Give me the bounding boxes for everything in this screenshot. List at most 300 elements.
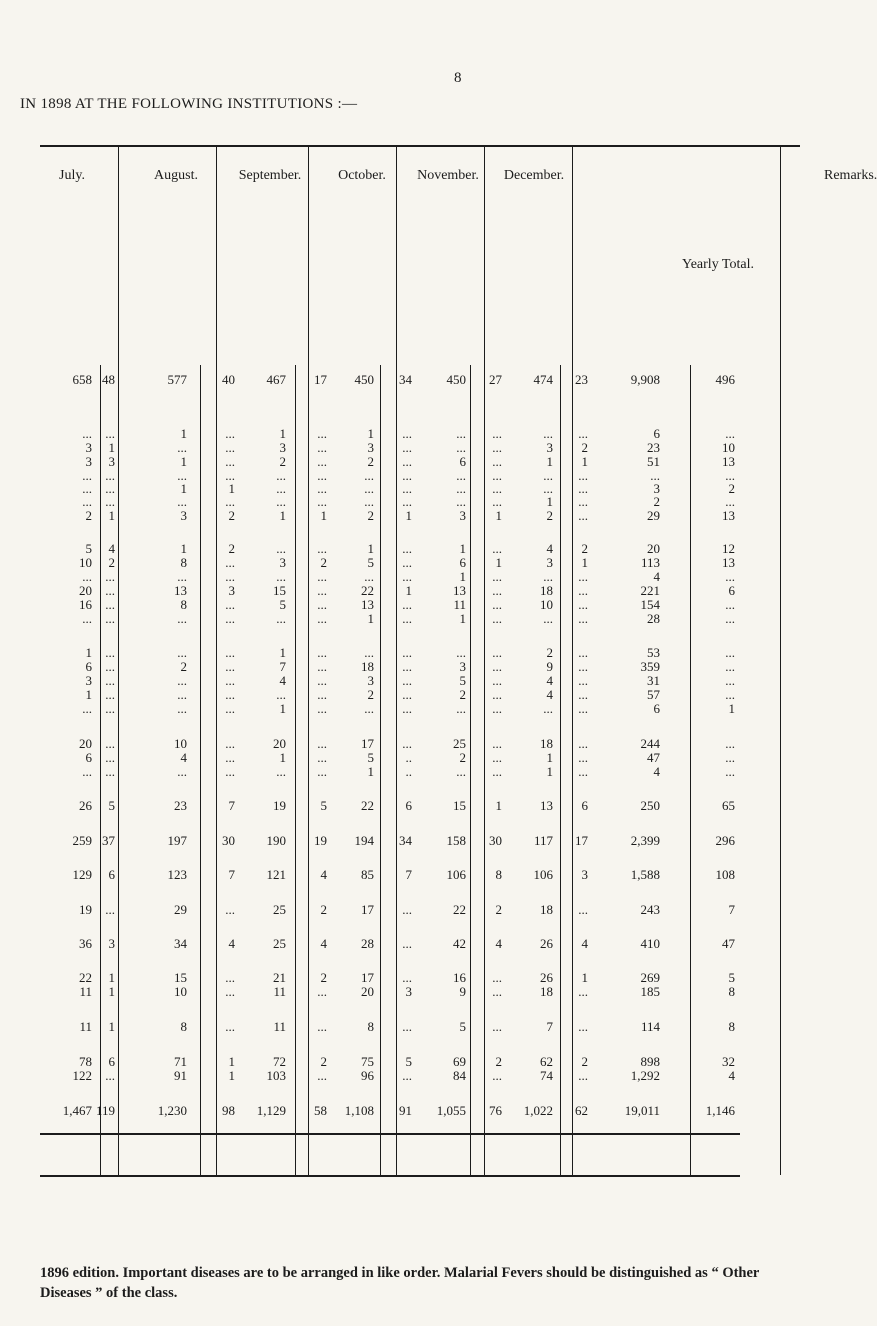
deaths-cell: ... [402,440,412,455]
cases-cell: 19,011 [624,1103,660,1118]
deaths-cell: 48 [102,372,115,387]
cases-cell: 72 [273,1054,286,1069]
cases-cell: 9 [546,659,553,674]
cases-cell: 3 [180,508,187,523]
cases-cell: 114 [640,1019,660,1034]
deaths-cell: 47 [722,936,735,951]
deaths-cell: 30 [489,833,502,848]
cases-cell: 8 [180,597,187,612]
deaths-cell: ... [725,426,735,441]
deaths-cell: ... [492,541,502,556]
cases-cell: ... [364,569,374,584]
deaths-cell: ... [225,984,235,999]
page-number: 8 [454,70,462,86]
month-october-header: October. [338,168,386,183]
cases-cell: 20 [361,984,374,999]
cases-cell: 185 [640,984,660,999]
deaths-cell: ... [402,936,412,951]
cases-cell: ... [177,569,187,584]
deaths-cell: ... [317,687,327,702]
cases-cell: 15 [174,970,187,985]
cases-cell: 898 [640,1054,660,1069]
deaths-cell: ... [225,750,235,765]
cases-cell: 7 [279,659,286,674]
cases-cell: 3 [85,673,92,688]
deaths-cell: ... [578,645,588,660]
deaths-cell: 119 [95,1103,115,1118]
cases-cell: ... [456,645,466,660]
cases-cell: 17 [361,736,374,751]
deaths-cell: ... [492,426,502,441]
deaths-cell: ... [402,611,412,626]
cases-deaths-divider [100,365,101,1175]
deaths-cell: 6 [108,867,115,882]
cases-cell: 1 [180,541,187,556]
deaths-cell: 1 [108,508,115,523]
cases-cell: 103 [266,1068,286,1083]
cases-cell: ... [177,440,187,455]
cases-cell: ... [364,645,374,660]
cases-cell: 467 [266,372,286,387]
cases-cell: 1 [546,750,553,765]
deaths-cell: ... [492,750,502,765]
table-bottom-rule [40,1175,740,1177]
deaths-cell: 65 [722,798,735,813]
deaths-cell: ... [317,494,327,509]
page-heading: IN 1898 AT THE FOLLOWING INSTITUTIONS :— [20,96,358,112]
deaths-cell: ... [578,611,588,626]
deaths-cell: 23 [575,372,588,387]
cases-cell: 26 [540,970,553,985]
deaths-cell: ... [317,541,327,556]
cases-cell: 194 [354,833,374,848]
cases-cell: 1 [546,454,553,469]
cases-cell: 4 [180,750,187,765]
cases-column-header [149,385,169,445]
cases-cell: 2 [459,687,466,702]
deaths-cell: 2 [108,555,115,570]
deaths-cell: ... [578,426,588,441]
deaths-cell: ... [317,984,327,999]
cases-cell: 6 [459,454,466,469]
cases-deaths-divider [560,365,561,1175]
deaths-cell: 2 [581,1054,588,1069]
cases-cell: ... [82,481,92,496]
cases-cell: 7 [546,1019,553,1034]
cases-cell: 23 [174,798,187,813]
cases-cell: 20 [647,541,660,556]
deaths-cell: ... [578,984,588,999]
deaths-cell: ... [402,687,412,702]
deaths-cell: ... [317,440,327,455]
deaths-cell: ... [402,426,412,441]
cases-cell: 8 [180,555,187,570]
cases-cell: ... [543,468,553,483]
deaths-cell: ... [492,440,502,455]
deaths-cell: 1 [320,508,327,523]
cases-cell: 6 [653,426,660,441]
cases-cell: 25 [273,902,286,917]
cases-cell: ... [177,468,187,483]
cases-cell: 1,129 [256,1103,286,1118]
deaths-cell: ... [317,611,327,626]
deaths-cell: ... [225,902,235,917]
deaths-cell: ... [492,673,502,688]
deaths-cell: 2 [728,481,735,496]
cases-cell: 20 [79,583,92,598]
cases-cell: ... [364,494,374,509]
cases-cell: 84 [453,1068,466,1083]
deaths-cell: 3 [108,454,115,469]
cases-cell: 577 [167,372,187,387]
deaths-cell: ... [105,611,115,626]
deaths-cell: ... [492,611,502,626]
remarks-header: Remarks. [824,168,877,183]
cases-cell: ... [276,687,286,702]
cases-cell: 221 [640,583,660,598]
cases-cell: 1 [367,764,374,779]
deaths-cell: 17 [314,372,327,387]
deaths-cell: 34 [399,372,412,387]
cases-cell: 62 [540,1054,553,1069]
deaths-cell: ... [578,764,588,779]
cases-cell: 1 [367,426,374,441]
deaths-column-header [292,385,312,445]
deaths-cell: 1 [108,440,115,455]
cases-cell: 5 [85,541,92,556]
cases-cell: 18 [540,736,553,751]
deaths-cell: ... [105,597,115,612]
cases-cell: 13 [540,798,553,813]
cases-cell: ... [276,569,286,584]
deaths-cell: ... [578,468,588,483]
cases-cell: 18 [540,583,553,598]
deaths-cell: .. [405,750,412,765]
deaths-cell: ... [225,970,235,985]
cases-column-header [621,385,641,445]
cases-cell: 20 [273,736,286,751]
deaths-cell: 13 [722,555,735,570]
deaths-cell: 1 [495,798,502,813]
cases-cell: 3 [85,454,92,469]
cases-cell: 85 [361,867,374,882]
cases-cell: 22 [361,583,374,598]
cases-cell: 19 [79,902,92,917]
deaths-cell: .. [405,764,412,779]
deaths-cell: ... [105,673,115,688]
deaths-cell: ... [225,1019,235,1034]
cases-cell: ... [177,764,187,779]
cases-cell: ... [82,569,92,584]
cases-cell: ... [364,481,374,496]
deaths-cell: 7 [228,867,235,882]
cases-deaths-divider [690,365,691,1175]
deaths-cell: ... [317,1019,327,1034]
cases-cell: 122 [72,1068,92,1083]
cases-cell: ... [364,701,374,716]
deaths-cell: ... [105,687,115,702]
cases-cell: 22 [453,902,466,917]
cases-cell: ... [177,673,187,688]
cases-cell: 2 [367,687,374,702]
deaths-cell: 7 [405,867,412,882]
cases-cell: 42 [453,936,466,951]
cases-cell: ... [177,687,187,702]
deaths-cell: ... [225,687,235,702]
cases-cell: 5 [459,673,466,688]
deaths-cell: ... [725,645,735,660]
deaths-cell: ... [105,902,115,917]
cases-cell: 74 [540,1068,553,1083]
deaths-cell: ... [317,701,327,716]
deaths-cell: ... [725,494,735,509]
cases-cell: 1 [85,645,92,660]
deaths-cell: ... [492,494,502,509]
deaths-cell: ... [492,984,502,999]
cases-cell: 410 [640,936,660,951]
cases-cell: 243 [640,902,660,917]
cases-cell: 29 [174,902,187,917]
deaths-cell: ... [578,902,588,917]
cases-cell: 22 [79,970,92,985]
deaths-cell: 1 [108,970,115,985]
deaths-cell: 2 [320,555,327,570]
cases-cell: 4 [546,687,553,702]
cases-cell: 17 [361,902,374,917]
cases-cell: 13 [361,597,374,612]
cases-cell: 121 [266,867,286,882]
cases-cell: 1,292 [630,1068,660,1083]
cases-column-header [60,385,80,445]
deaths-cell: 3 [228,583,235,598]
cases-cell: 1 [180,426,187,441]
deaths-cell: 62 [575,1103,588,1118]
deaths-cell: ... [317,569,327,584]
deaths-cell: ... [317,673,327,688]
cases-cell: 53 [647,645,660,660]
deaths-cell: ... [317,481,327,496]
deaths-cell: 5 [108,798,115,813]
cases-cell: ... [177,494,187,509]
deaths-cell: 1 [581,454,588,469]
cases-cell: 20 [79,736,92,751]
deaths-column-header [378,385,398,445]
deaths-cell: 3 [581,867,588,882]
cases-cell: 2 [546,645,553,660]
deaths-cell: 2 [495,1054,502,1069]
cases-cell: 3 [367,673,374,688]
cases-column-header [334,385,354,445]
deaths-cell: 1 [108,1019,115,1034]
deaths-cell: ... [105,750,115,765]
deaths-cell: ... [725,597,735,612]
deaths-cell: ... [317,597,327,612]
group-divider [118,145,119,1175]
deaths-cell: 4 [108,541,115,556]
deaths-cell: ... [105,764,115,779]
deaths-cell: ... [317,468,327,483]
cases-cell: 10 [174,736,187,751]
group-divider [780,145,781,1175]
deaths-cell: 1 [495,508,502,523]
cases-cell: 11 [79,1019,92,1034]
deaths-cell: ... [578,583,588,598]
cases-cell: 3 [546,555,553,570]
deaths-cell: ... [578,687,588,702]
deaths-cell: ... [225,569,235,584]
deaths-cell: 12 [722,541,735,556]
cases-cell: 2 [459,750,466,765]
cases-cell: ... [543,611,553,626]
deaths-cell: 1 [405,583,412,598]
deaths-cell: ... [225,673,235,688]
deaths-cell: ... [402,494,412,509]
deaths-cell: 3 [405,984,412,999]
cases-cell: 17 [361,970,374,985]
cases-cell: 106 [533,867,553,882]
footnote: 1896 edition. Important diseases are to be arranged in like order. Malarial Fevers should be distinguished as “ Other Diseases ” of the class. [40,1265,760,1301]
cases-cell: 1 [546,764,553,779]
cases-cell: 154 [640,597,660,612]
cases-cell: 4 [546,541,553,556]
cases-cell: 269 [640,970,660,985]
cases-cell: 16 [79,597,92,612]
cases-cell: 11 [453,597,466,612]
cases-cell: 25 [453,736,466,751]
cases-cell: 91 [174,1068,187,1083]
cases-cell: ... [456,701,466,716]
cases-cell: ... [276,764,286,779]
deaths-cell: ... [105,569,115,584]
deaths-cell: 98 [222,1103,235,1118]
cases-cell: ... [543,701,553,716]
deaths-cell: 1 [228,1054,235,1069]
cases-cell: 9 [459,984,466,999]
statistics-table [40,145,877,1205]
deaths-cell: ... [317,1068,327,1083]
cases-cell: 36 [79,936,92,951]
deaths-cell: ... [317,583,327,598]
deaths-cell: ... [578,508,588,523]
cases-cell: 23 [647,440,660,455]
deaths-cell: 1 [728,701,735,716]
month-august-header: August. [154,168,198,183]
deaths-cell: ... [402,468,412,483]
deaths-cell: ... [402,970,412,985]
cases-cell: 129 [72,867,92,882]
cases-cell: 2 [180,659,187,674]
deaths-cell: ... [105,645,115,660]
cases-cell: 57 [647,687,660,702]
cases-cell: 117 [533,833,553,848]
deaths-cell: 27 [489,372,502,387]
cases-cell: 1 [279,508,286,523]
deaths-cell: ... [402,481,412,496]
month-september-header: September. [238,168,302,183]
deaths-cell: 1 [108,984,115,999]
cases-cell: 13 [453,583,466,598]
deaths-cell: ... [725,673,735,688]
cases-cell: 26 [540,936,553,951]
deaths-cell: 1 [405,508,412,523]
group-divider [308,145,309,1175]
cases-cell: ... [456,468,466,483]
deaths-cell: 8 [495,867,502,882]
cases-cell: 3 [279,440,286,455]
cases-cell: ... [82,764,92,779]
deaths-cell: ... [492,569,502,584]
cases-deaths-divider [200,365,201,1175]
cases-cell: 450 [354,372,374,387]
cases-cell: 71 [174,1054,187,1069]
cases-cell: 3 [653,481,660,496]
cases-cell: 259 [72,833,92,848]
cases-cell: 18 [540,902,553,917]
cases-cell: 1,108 [344,1103,374,1118]
cases-cell: 1 [546,494,553,509]
deaths-cell: ... [402,555,412,570]
deaths-cell: 1 [495,555,502,570]
cases-cell: 5 [459,1019,466,1034]
cases-cell: ... [177,701,187,716]
yearly-total-header: Yearly Total. [682,257,755,272]
cases-cell: 1 [279,701,286,716]
cases-cell: 190 [266,833,286,848]
cases-cell: 34 [174,936,187,951]
deaths-cell: 5 [320,798,327,813]
deaths-cell: ... [402,673,412,688]
deaths-cell: ... [402,541,412,556]
cases-cell: 1 [459,541,466,556]
deaths-cell: 3 [108,936,115,951]
deaths-cell: ... [492,583,502,598]
cases-cell: 5 [367,750,374,765]
deaths-cell: ... [492,970,502,985]
deaths-cell: ... [578,569,588,584]
deaths-cell: ... [492,687,502,702]
deaths-cell: 4 [320,936,327,951]
cases-cell: 244 [640,736,660,751]
cases-cell: 8 [367,1019,374,1034]
cases-cell: 2 [85,508,92,523]
cases-cell: ... [456,764,466,779]
deaths-cell: ... [578,659,588,674]
cases-cell: 15 [273,583,286,598]
deaths-cell: ... [492,764,502,779]
deaths-cell: ... [578,597,588,612]
deaths-cell: ... [725,764,735,779]
table-top-rule [40,145,800,147]
cases-cell: 16 [453,970,466,985]
deaths-cell: 34 [399,833,412,848]
deaths-cell: ... [317,659,327,674]
month-december-header: December. [503,168,565,183]
cases-cell: 11 [273,1019,286,1034]
group-divider [396,145,397,1175]
cases-cell: 28 [647,611,660,626]
cases-cell: ... [276,481,286,496]
deaths-cell: ... [402,659,412,674]
cases-cell: 11 [273,984,286,999]
deaths-cell: ... [578,673,588,688]
deaths-cell: ... [725,611,735,626]
cases-cell: 3 [459,659,466,674]
cases-cell: 4 [279,673,286,688]
cases-cell: 1 [85,687,92,702]
cases-cell: ... [177,611,187,626]
deaths-cell: ... [105,701,115,716]
deaths-cell: ... [492,454,502,469]
